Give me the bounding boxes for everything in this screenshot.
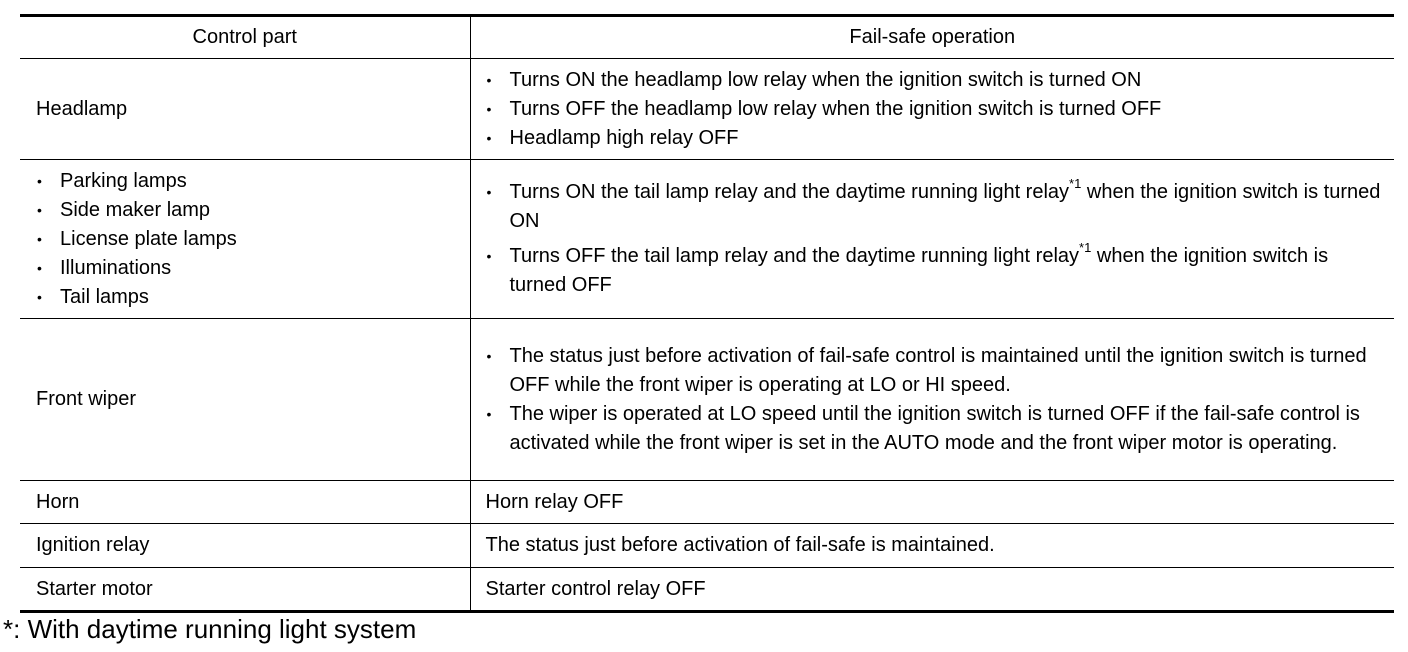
operation-cell	[470, 319, 1394, 481]
control-part-cell: Starter motor	[20, 568, 470, 612]
operation-cell: Starter control relay OFF	[470, 568, 1394, 612]
operation-text: Turns ON the tail lamp relay and the daytime running light relay	[509, 181, 1070, 203]
operation-cell	[470, 160, 1394, 319]
table-row	[20, 160, 1394, 319]
list-item	[486, 178, 1383, 236]
footnote-reference: *1	[1079, 240, 1092, 256]
list-item: • Parking lamps	[36, 167, 470, 196]
list-item: • Illuminations	[36, 254, 470, 283]
list-item: • License plate lamps	[36, 225, 470, 254]
list-item: • Tail lamps	[36, 283, 470, 312]
list-item: • Turns ON the headlamp low relay when the ignition switch is turned ON	[486, 66, 1383, 95]
table-row	[20, 568, 1394, 612]
header-control-part: Control part	[20, 16, 470, 59]
operation-list	[486, 178, 1383, 300]
control-part-cell	[20, 160, 470, 319]
control-part-cell: Ignition relay	[20, 524, 470, 568]
control-part-cell: Horn	[20, 481, 470, 524]
list-item	[486, 242, 1383, 300]
table-row	[20, 524, 1394, 568]
footnote: *: With daytime running light system	[3, 614, 417, 644]
control-part-cell: Front wiper	[20, 319, 470, 481]
list-item: • Turns OFF the headlamp low relay when the ignition switch is turned OFF	[486, 95, 1383, 124]
table-row	[20, 319, 1394, 481]
fail-safe-table	[20, 14, 1394, 613]
operation-list	[486, 342, 1383, 458]
header-fail-safe-operation: Fail-safe operation	[470, 16, 1394, 59]
list-item: • Headlamp high relay OFF	[486, 124, 1383, 153]
footnote-reference: *1	[1069, 176, 1082, 192]
operation-text: when the ignition switch is turned ON	[509, 181, 1381, 232]
operation-cell: Horn relay OFF	[470, 481, 1394, 524]
operation-text: Turns OFF the tail lamp relay and the daytime running light relay	[509, 245, 1080, 267]
table-row	[20, 59, 1394, 160]
list-item: • Side maker lamp	[36, 196, 470, 225]
list-item: • The wiper is operated at LO speed until the ignition switch is turned OFF if the fail-safe control is activated while the front wiper is set in the AUTO mode and the front wiper motor is operating.	[486, 400, 1383, 458]
header-row	[20, 16, 1394, 59]
table-row	[20, 481, 1394, 524]
control-part-cell: Headlamp	[20, 59, 470, 160]
operation-cell: The status just before activation of fail-safe is maintained.	[470, 524, 1394, 568]
operation-cell	[470, 59, 1394, 160]
operation-list	[486, 66, 1383, 153]
operation-text: when the ignition switch is turned OFF	[509, 245, 1329, 296]
list-item: • The status just before activation of fail-safe control is maintained until the ignition switch is turned OFF while the front wiper is operating at LO or HI speed.	[486, 342, 1383, 400]
control-part-list	[36, 167, 470, 312]
